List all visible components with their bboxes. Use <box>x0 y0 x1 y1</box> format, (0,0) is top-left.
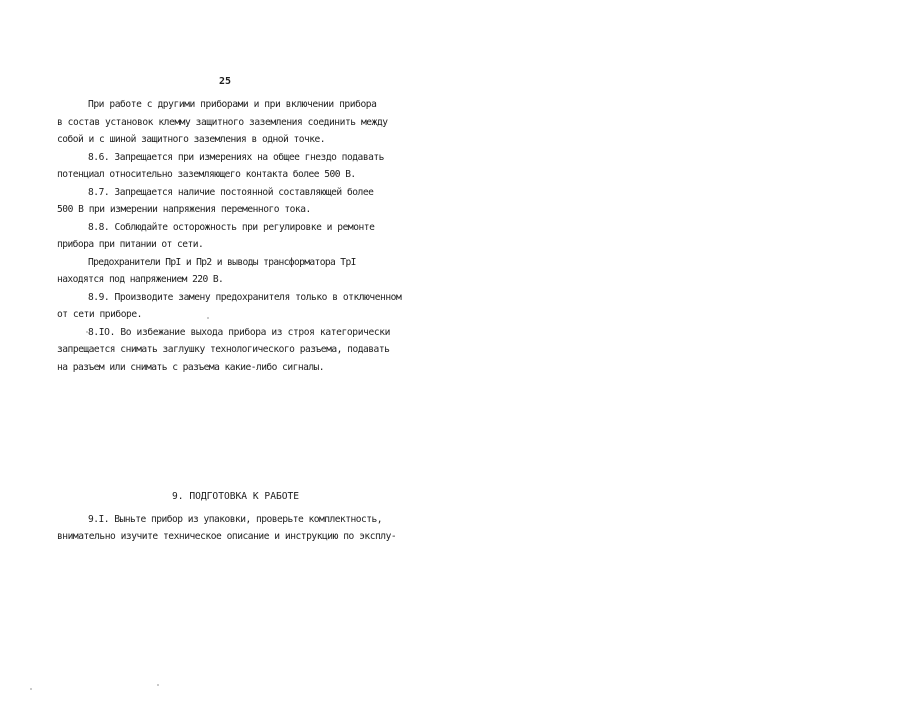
text-line: 8.9. Производите замену предохранителя только в отключенном <box>88 292 402 303</box>
text-line: прибора при питании от сети. <box>57 239 204 250</box>
text-line: в состав установок клемму защитного заземления соединить между <box>57 117 388 128</box>
scan-speck <box>30 688 32 690</box>
text-line: собой и с шиной защитного заземления в одной точке. <box>57 134 326 145</box>
text-line: внимательно изучите техническое описание и инструкцию по эксплу- <box>57 531 397 542</box>
text-line: Предохранители ПрI и Пр2 и выводы трансформатора ТрI <box>88 257 356 268</box>
scan-speck <box>207 317 209 319</box>
text-line: 8.IO. Во избежание выхода прибора из строя категорически <box>88 327 391 338</box>
text-line: При работе с другими приборами и при включении прибора <box>88 99 377 110</box>
text-line: находятся под напряжением 220 В. <box>57 274 224 285</box>
text-line: 9.I. Выньте прибор из упаковки, проверьте комплектность, <box>88 514 382 525</box>
text-line: 8.8. Соблюдайте осторожность при регулировке и ремонте <box>88 222 375 233</box>
text-line: запрещается снимать заглушку технологического разъема, подавать <box>57 344 390 355</box>
text-line: от сети приборе. <box>57 309 142 320</box>
text-line: на разъем или снимать с разъема какие-либо сигналы. <box>57 362 325 373</box>
text-line: потенциал относительно заземляющего контакта более 500 В. <box>57 169 356 180</box>
page-number: 25 <box>219 76 232 87</box>
section-heading: 9. ПОДГОТОВКА К РАБОТЕ <box>172 491 300 502</box>
text-line: 500 В при измерении напряжения переменного тока. <box>57 204 311 215</box>
scan-speck <box>86 331 88 333</box>
text-line: 8.6. Запрещается при измерениях на общее гнездо подавать <box>88 152 384 163</box>
scan-speck <box>157 684 159 686</box>
text-line: 8.7. Запрещается наличие постоянной составляющей более <box>88 187 374 198</box>
